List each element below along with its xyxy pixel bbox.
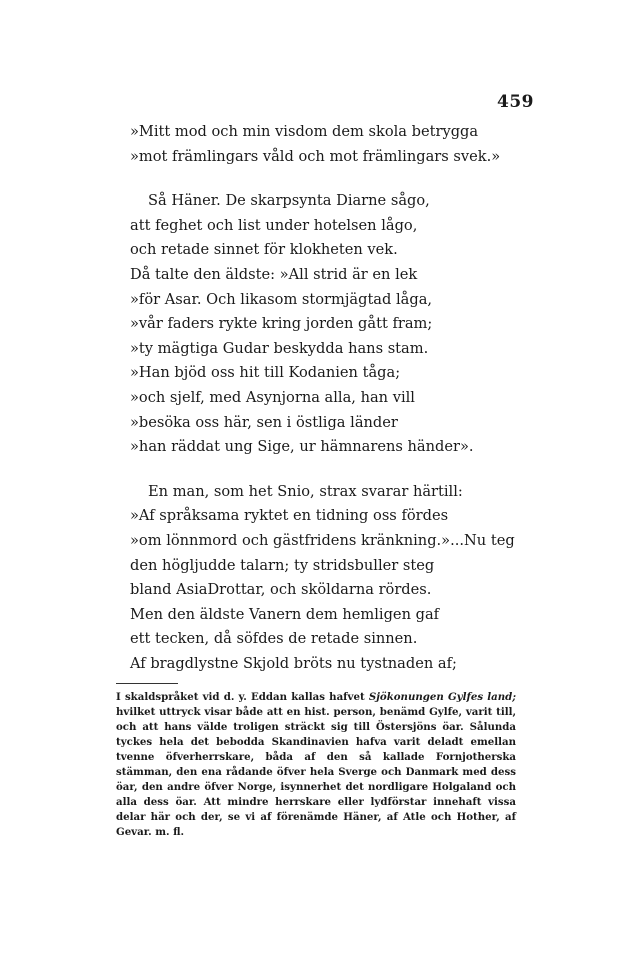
poem-line: Af bragdlystne Skjold bröts nu tystnaden af; bbox=[130, 654, 457, 672]
poem-line: »besöka oss här, sen i östliga länder bbox=[130, 413, 398, 431]
poem-line: »för Asar. Och likasom stormjägtad låga, bbox=[130, 290, 433, 308]
poem-line: En man, som het Snio, strax svarar härtill: bbox=[148, 482, 463, 500]
footnote-text-end: hvilket uttryck visar både att en hist. person, benämd Gylfe, varit till, och att hans välde troligen sträckt sig till Östersjöns öar. Sålunda tyckes hela det bebodda Skandinavien hafva varit deladt emellan tvenne öfverherrskare, båda af den så kallade Fornjotherska stämman, den ena rådande öfver hela Sverge och Danmark med dess öar, den andre öfver Norge, isynnerhet det nordligare Holgaland och alla dess öar. Att mindre herrskare eller lydförstar innehaft vissa delar här och der, se vi af förenämde Häner, af Atle och Hother, af Gevar. m. fl. bbox=[116, 706, 516, 838]
poem-line: »Han bjöd oss hit till Kodanien tåga; bbox=[130, 364, 401, 382]
poem-line: »mot främlingars våld och mot främlingars svek.» bbox=[130, 147, 501, 165]
footnote bbox=[116, 690, 516, 840]
poem-line: »vår faders rykte kring jorden gått fram; bbox=[130, 315, 433, 333]
stanza-3 bbox=[130, 480, 550, 677]
poem-line: »och sjelf, med Asynjorna alla, han vill bbox=[130, 388, 415, 406]
poem-line: Men den äldste Vanern dem hemligen gaf bbox=[130, 605, 440, 623]
page-number: 459 bbox=[497, 92, 534, 112]
footnote-text-start: I skaldspråket vid d. y. Eddan kallas hafvet bbox=[116, 691, 369, 703]
poem-line: »Af språksama ryktet en tidning oss fördes bbox=[130, 507, 449, 525]
poem-line: Då talte den äldste: »All strid är en lek bbox=[130, 265, 418, 283]
poem-line: och retade sinnet för klokheten vek. bbox=[130, 241, 398, 259]
poem-line: »om lönnmord och gästfridens kränkning.»...Nu teg bbox=[130, 531, 515, 549]
poem-line: »Mitt mod och min visdom dem skola betrygga bbox=[130, 123, 479, 140]
poem-line: »han räddat ung Sige, ur hämnarens händer». bbox=[130, 438, 474, 456]
footnote-italic-text: Sjökonungen Gylfes land; bbox=[368, 691, 517, 703]
stanza-2 bbox=[130, 189, 550, 460]
poem-line: ett tecken, då söfdes de retade sinnen. bbox=[130, 630, 418, 648]
poem-line: »ty mägtiga Gudar beskydda hans stam. bbox=[130, 339, 429, 357]
poem-line: att feghet och list under hotelsen lågo, bbox=[130, 216, 418, 234]
footnote-divider bbox=[116, 683, 178, 684]
poem-body bbox=[130, 120, 550, 676]
poem-line: den högljudde talarn; ty stridsbuller steg bbox=[130, 556, 435, 574]
poem-line: Så Häner. De skarpsynta Diarne sågo, bbox=[148, 192, 430, 210]
stanza-1 bbox=[130, 120, 550, 169]
poem-line: bland AsiaDrottar, och sköldarna rördes. bbox=[130, 581, 432, 599]
